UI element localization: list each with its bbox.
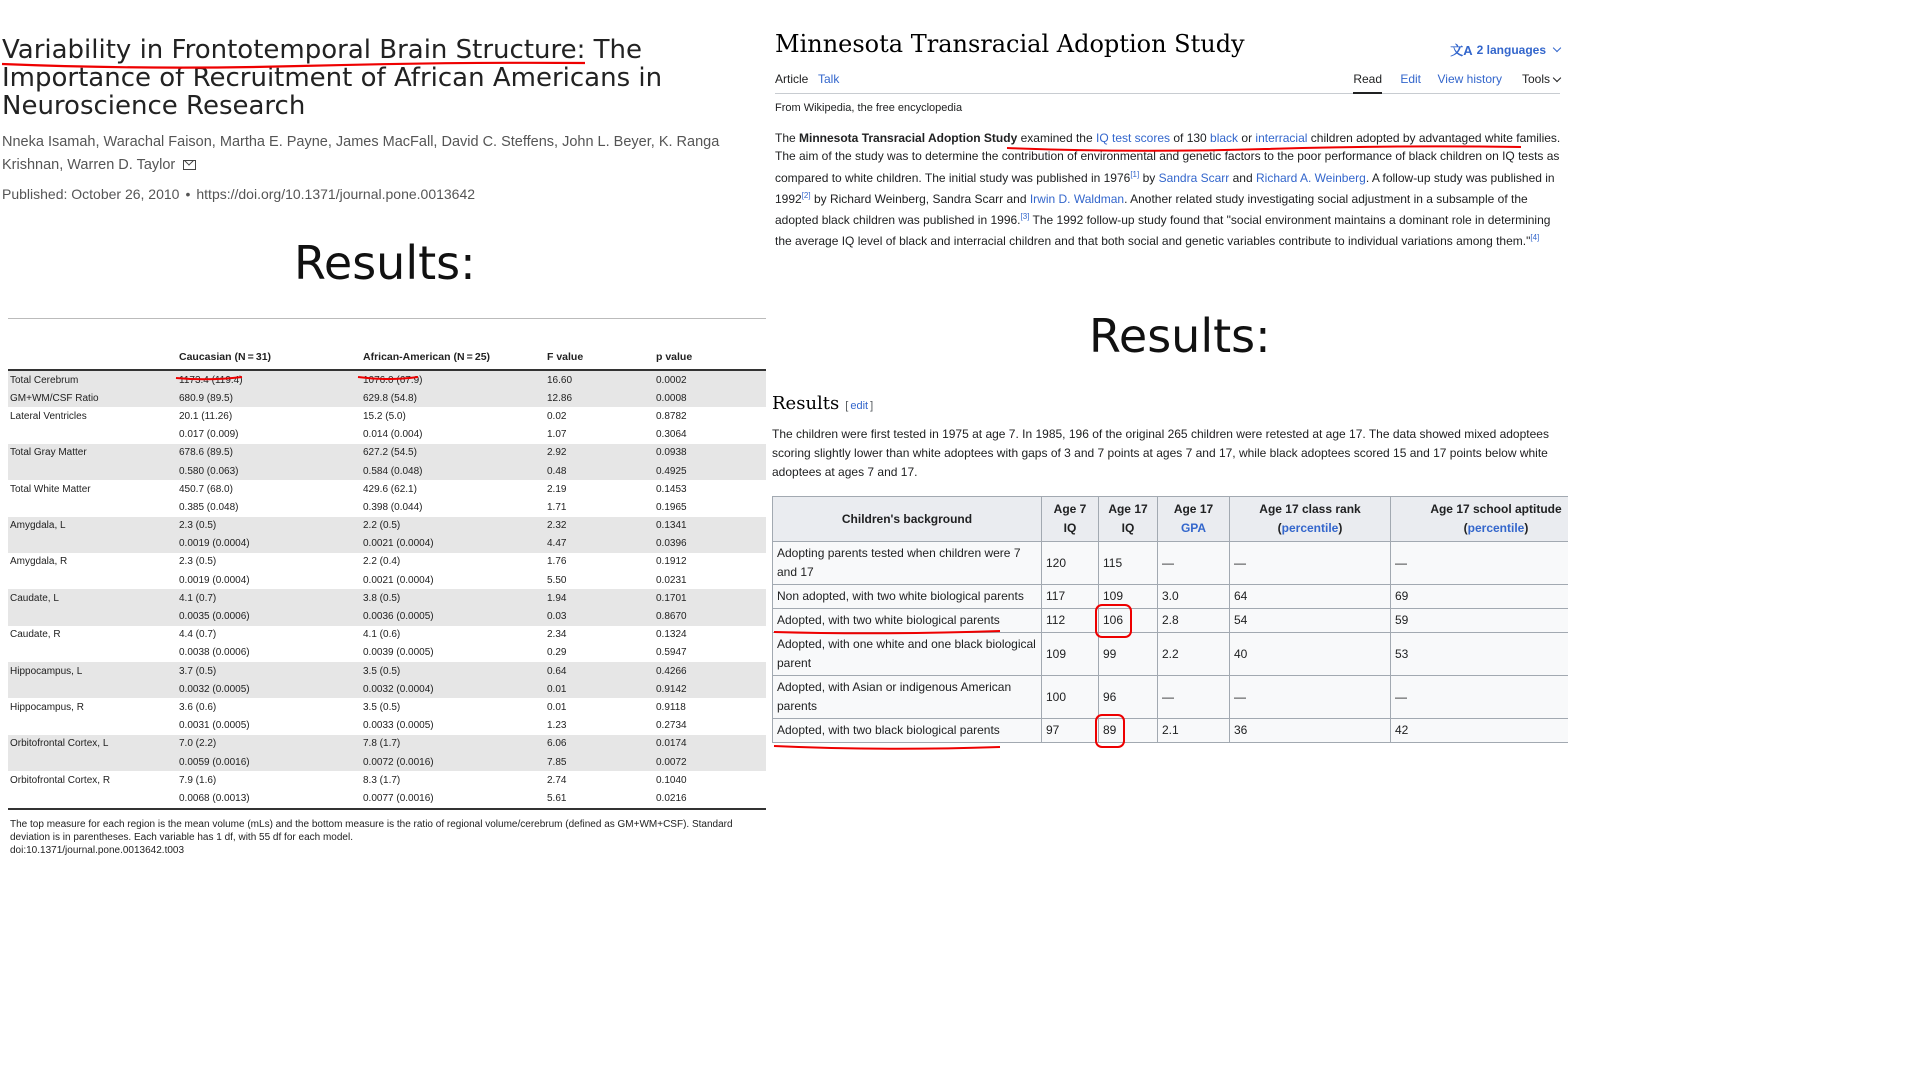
section-title: Results [772, 393, 840, 414]
age17-iq [1099, 609, 1158, 633]
p-value: 0.1701 [654, 589, 766, 607]
african-american-value: 0.584 (0.048) [361, 462, 545, 480]
f-value: 1.76 [547, 556, 567, 568]
row-label: Lateral Ventricles [10, 410, 87, 422]
table-row [8, 535, 766, 553]
school-aptitude: — [1391, 676, 1569, 719]
table-row [8, 589, 766, 607]
f-value: 0.64 [545, 662, 654, 680]
table-row [8, 680, 766, 698]
brain-structure-table [8, 318, 766, 810]
p-value: 0.4925 [654, 462, 766, 480]
caucasian-value: 0.0019 (0.0004) [177, 535, 361, 553]
age7-iq: 117 [1042, 585, 1099, 609]
table-row [8, 517, 766, 535]
p-value: 0.5947 [656, 647, 687, 659]
header-caucasian: Caucasian (N = 31) [177, 319, 361, 371]
african-american-value: 0.0039 (0.0005) [363, 647, 434, 659]
class-rank: 64 [1230, 585, 1391, 609]
f-value: 0.03 [545, 607, 654, 625]
table-row [773, 585, 1569, 609]
school-aptitude: 69 [1391, 585, 1569, 609]
table-header-row [8, 319, 766, 371]
table-row [8, 426, 766, 444]
paper-authors [2, 131, 752, 177]
caucasian-value: 0.385 (0.048) [179, 501, 239, 513]
header-african-american: African-American (N = 25) [361, 319, 545, 371]
f-value: 0.02 [547, 410, 567, 422]
p-value: 0.8670 [654, 607, 766, 625]
separator-dot: • [185, 186, 191, 202]
table-row [773, 633, 1569, 676]
table-row [8, 571, 766, 589]
tab-talk[interactable]: Talk [818, 72, 840, 86]
table-row [8, 771, 766, 789]
table-row [8, 644, 766, 662]
lead-text: . A follow-up study was published in 1992 [775, 170, 1555, 206]
lead-text: by [1139, 170, 1159, 185]
mail-icon[interactable] [183, 160, 196, 170]
row-label [8, 789, 177, 808]
row-label: Amygdala, R [10, 556, 68, 568]
caucasian-value: 3.7 (0.5) [177, 662, 361, 680]
row-label [8, 607, 177, 625]
childrens-background: Non adopted, with two white biological parents [773, 585, 1042, 609]
p-value: 0.0002 [654, 370, 766, 389]
age17-iq: 96 [1099, 676, 1158, 719]
age17-gpa: 3.0 [1158, 585, 1230, 609]
tools-menu[interactable] [1522, 72, 1560, 86]
table-header-row [773, 497, 1569, 542]
f-value: 12.86 [545, 389, 654, 407]
p-value: 0.1453 [656, 483, 687, 495]
table-row [773, 676, 1569, 719]
p-value: 0.1040 [656, 774, 687, 786]
school-aptitude: 59 [1391, 609, 1569, 633]
row-label [8, 426, 177, 444]
lead-text: . Another related study investigating social adjustment in a subsample of the adopted black children was published in 1996. [775, 191, 1528, 228]
link-black[interactable]: black [1210, 131, 1239, 145]
link-interracial[interactable]: interracial [1255, 131, 1308, 145]
header-class-rank: Age 17 class rank (percentile) [1230, 497, 1391, 542]
age7-iq: 100 [1042, 676, 1099, 719]
table-note-text: The top measure for each region is the mean volume (mLs) and the bottom measure is the ratio of regional volume/cerebrum (defined as GM+WM+CSF). Standard deviation is in parentheses. Each variable has 1 df, with 55 df for each model. [10, 818, 733, 843]
f-value: 5.61 [545, 789, 654, 808]
table-row [8, 498, 766, 516]
translate-icon: 文A [1450, 43, 1473, 58]
table-row [8, 370, 766, 389]
wiki-tab-bar [775, 63, 1560, 94]
african-american-value: 0.0077 (0.0016) [361, 789, 545, 808]
header-label: Age 17 school aptitude [1430, 502, 1562, 516]
age17-iq: 109 [1099, 585, 1158, 609]
author-list: Nneka Isamah, Warachal Faison, Martha E. Payne, James MacFall, David C. Steffens, John L. Beyer, K. Ranga Krishnan, Warren D. Taylor [2, 134, 720, 173]
header-label: Age 17 class rank [1259, 502, 1361, 516]
class-rank: 54 [1230, 609, 1391, 633]
p-value: 0.0231 [656, 574, 687, 586]
p-value: 0.2734 [656, 720, 687, 732]
f-value: 0.48 [545, 462, 654, 480]
header-label: Age 7 [1053, 502, 1087, 516]
edit-section-link[interactable]: edit [850, 400, 869, 412]
class-rank: 36 [1230, 719, 1391, 743]
f-value: 5.50 [547, 574, 567, 586]
caucasian-value: 7.0 (2.2) [177, 735, 361, 753]
header-age7-iq [1042, 497, 1099, 542]
row-label: Total Gray Matter [8, 444, 177, 462]
caucasian-value: 0.580 (0.063) [177, 462, 361, 480]
table-row [8, 462, 766, 480]
f-value: 7.85 [545, 753, 654, 771]
table-row [8, 698, 766, 716]
table-row [8, 553, 766, 571]
header-childrens-background: Children's background [773, 497, 1042, 542]
african-american-value: 429.6 (62.1) [363, 483, 417, 495]
caucasian-value: 3.6 (0.6) [179, 701, 217, 713]
results-paragraph: The children were first tested in 1975 at age 7. In 1985, 196 of the original 265 children were retested at age 17. The data showed mixed adoptees scoring slightly lower than white adoptees with gaps of 3 and 7 points at ages 7 and 17, while black adoptees scored 15 and 17 points below white adoptees at ages 7 and 17. [772, 427, 1549, 479]
languages-label: 2 languages [1476, 42, 1546, 57]
f-value: 0.29 [547, 647, 567, 659]
wiki-page-title: Minnesota Transracial Adoption Study [775, 30, 1245, 58]
tab-edit[interactable]: Edit [1400, 72, 1421, 86]
african-american-value: 0.0033 (0.0005) [363, 720, 434, 732]
table-row [8, 626, 766, 644]
lead-text: by Richard Weinberg, Sandra Scarr and [810, 191, 1030, 206]
lead-bold-title: Minnesota Transracial Adoption Study [799, 131, 1018, 145]
age7-iq: 109 [1042, 633, 1099, 676]
table-note-doi: doi:10.1371/journal.pone.0013642.t003 [10, 844, 185, 856]
african-american-value: 0.0021 (0.0004) [363, 574, 434, 586]
results-heading-left: Results: [294, 236, 476, 290]
p-value: 0.0216 [654, 789, 766, 808]
table-row [773, 609, 1569, 633]
age7-iq: 97 [1042, 719, 1099, 743]
ref-2[interactable]: [2] [801, 190, 811, 200]
header-region [8, 319, 177, 371]
row-label: Orbitofrontal Cortex, L [8, 735, 177, 753]
african-american-value: 3.5 (0.5) [361, 662, 545, 680]
row-label: Total White Matter [10, 483, 91, 495]
table-row [8, 480, 766, 498]
school-aptitude: — [1391, 542, 1569, 585]
african-american-value: 2.2 (0.4) [363, 556, 401, 568]
paper-title: Variability in Frontotemporal Brain Structure: The Importance of Recruitment of African Americans in Neuroscience Research [2, 35, 663, 121]
languages-button[interactable] [1450, 40, 1560, 59]
class-rank: — [1230, 542, 1391, 585]
table-row [8, 662, 766, 680]
row-label: Total Cerebrum [8, 370, 177, 389]
p-value: 0.9142 [654, 680, 766, 698]
table-row [773, 542, 1569, 585]
age7-iq: 112 [1042, 609, 1099, 633]
p-value: 0.1965 [656, 501, 687, 513]
row-underline-black-parents [772, 743, 1002, 753]
p-value: 0.3064 [656, 429, 687, 441]
lead-text: The [775, 131, 800, 145]
row-label [8, 462, 177, 480]
chevron-down-icon [1553, 43, 1561, 51]
row-label [8, 571, 177, 589]
header-label: IQ [1121, 521, 1135, 535]
p-value: 0.9118 [656, 701, 686, 713]
table-row [8, 753, 766, 771]
caucasian-value: 0.0035 (0.0006) [177, 607, 361, 625]
african-american-value: 7.8 (1.7) [361, 735, 545, 753]
lead-paragraph [775, 129, 1563, 251]
ref-1[interactable]: [1] [1130, 169, 1140, 179]
header-p-value: p value [654, 319, 766, 371]
p-value: 0.0072 [654, 753, 766, 771]
african-american-value: 0.398 (0.044) [363, 501, 423, 513]
lead-text: children adopted by advantaged white families. The aim of the study was to determine the contribution of environmental and genetic factors to the poor performance of black children on IQ tests as compared to white children. The initial study was published in 1976 [775, 131, 1561, 185]
f-value: 0.01 [545, 680, 654, 698]
row-label: Hippocampus, L [8, 662, 177, 680]
f-value: 1.94 [545, 589, 654, 607]
header-age17-iq [1099, 497, 1158, 542]
age17-iq: 115 [1099, 542, 1158, 585]
table-row [8, 717, 766, 735]
caucasian-value: 0.0059 (0.0016) [177, 753, 361, 771]
caucasian-value: 1173.4 (119.4) [177, 370, 361, 389]
f-value: 2.19 [547, 483, 567, 495]
african-american-value: 1076.0 (67.9) [361, 370, 545, 389]
row-label: Caudate, L [8, 589, 177, 607]
african-american-value: 8.3 (1.7) [363, 774, 401, 786]
caucasian-value: 0.0068 (0.0013) [177, 789, 361, 808]
row-label: GM+WM/CSF Ratio [8, 389, 177, 407]
f-value: 1.23 [547, 720, 567, 732]
class-rank: — [1230, 676, 1391, 719]
edit-bracket: ] [870, 400, 874, 412]
p-value: 0.0396 [654, 535, 766, 553]
adoption-results-table [772, 496, 1568, 743]
childrens-background: Adopted, with two black biological parents [773, 719, 1042, 743]
row-label: Amygdala, L [8, 517, 177, 535]
p-value: 0.8782 [656, 410, 687, 422]
school-aptitude: 42 [1391, 719, 1569, 743]
lead-text: examined the [1017, 131, 1096, 145]
caucasian-value: 2.3 (0.5) [179, 556, 217, 568]
header-school-aptitude: Age 17 school aptitude (percentile) [1391, 497, 1569, 542]
african-american-value: 627.2 (54.5) [361, 444, 545, 462]
edit-bracket: [ [845, 400, 849, 412]
age17-iq: 99 [1099, 633, 1158, 676]
childrens-background: Adopting parents tested when children were 7 and 17 [773, 542, 1042, 585]
age17-gpa: 2.8 [1158, 609, 1230, 633]
caucasian-value: 4.4 (0.7) [179, 629, 217, 641]
african-american-value: 3.5 (0.5) [363, 701, 401, 713]
p-value: 0.0938 [654, 444, 766, 462]
african-american-value: 0.0072 (0.0016) [361, 753, 545, 771]
childrens-background: Adopted, with Asian or indigenous American parents [773, 676, 1042, 719]
african-american-value: 4.1 (0.6) [363, 629, 401, 641]
table-row [773, 719, 1569, 743]
lead-text: and [1229, 170, 1256, 185]
african-american-value: 0.0032 (0.0004) [361, 680, 545, 698]
f-value: 2.92 [545, 444, 654, 462]
row-label [8, 753, 177, 771]
caucasian-value: 0.0019 (0.0004) [179, 574, 250, 586]
table-row [8, 607, 766, 625]
childrens-background: Adopted, with two white biological parents [773, 609, 1042, 633]
caucasian-value: 678.6 (89.5) [177, 444, 361, 462]
f-value: 2.32 [545, 517, 654, 535]
caucasian-value: 20.1 (11.26) [179, 410, 233, 422]
row-label [8, 535, 177, 553]
table-row [8, 735, 766, 753]
age17-gpa: — [1158, 542, 1230, 585]
row-label [8, 498, 177, 516]
table-row [8, 407, 766, 425]
link-gpa[interactable]: GPA [1180, 521, 1207, 535]
age17-iq [1099, 719, 1158, 743]
row-label: Caudate, R [10, 629, 61, 641]
tab-article[interactable]: Article [775, 72, 809, 86]
age17-gpa: 2.1 [1158, 719, 1230, 743]
caucasian-value: 2.3 (0.5) [177, 517, 361, 535]
header-f-value: F value [545, 319, 654, 371]
caucasian-value: 0.0038 (0.0006) [179, 647, 250, 659]
table-row [8, 389, 766, 407]
f-value: 16.60 [545, 370, 654, 389]
p-value: 0.1324 [656, 629, 687, 641]
header-age17-gpa [1158, 497, 1230, 542]
f-value: 2.74 [547, 774, 567, 786]
tools-label: Tools [1521, 72, 1550, 86]
f-value: 4.47 [545, 535, 654, 553]
header-label: Age 17 [1173, 502, 1214, 516]
caucasian-value: 450.7 (68.0) [179, 483, 233, 495]
circled-value: 89 [1103, 721, 1116, 740]
tab-view-history[interactable]: View history [1437, 72, 1502, 86]
p-value: 0.4266 [654, 662, 766, 680]
chevron-down-icon [1553, 74, 1561, 82]
caucasian-value: 0.0032 (0.0005) [177, 680, 361, 698]
caucasian-value: 4.1 (0.7) [177, 589, 361, 607]
table-row [8, 789, 766, 808]
school-aptitude: 53 [1391, 633, 1569, 676]
african-american-value: 3.8 (0.5) [361, 589, 545, 607]
link-sandra-scarr[interactable]: Sandra Scarr [1158, 170, 1230, 185]
tab-read[interactable]: Read [1353, 72, 1382, 94]
ref-3[interactable]: [3] [1020, 212, 1030, 222]
caucasian-value: 0.017 (0.009) [179, 429, 239, 441]
header-label: Age 17 [1108, 502, 1148, 516]
age7-iq: 120 [1042, 542, 1099, 585]
african-american-value: 2.2 (0.5) [361, 517, 545, 535]
link-richard-weinberg[interactable]: Richard A. Weinberg [1255, 170, 1366, 185]
row-label [8, 644, 177, 662]
link-percentile[interactable]: percentile [1281, 521, 1339, 535]
caucasian-value: 680.9 (89.5) [177, 389, 361, 407]
published-date: Published: October 26, 2010 [2, 186, 180, 202]
circled-value: 106 [1103, 611, 1123, 630]
results-heading-right: Results: [1089, 309, 1271, 363]
section-edit [845, 400, 873, 412]
age17-gpa: 2.2 [1158, 633, 1230, 676]
f-value: 1.07 [547, 429, 567, 441]
link-iq-test-scores[interactable]: IQ test scores [1095, 131, 1171, 145]
african-american-value: 0.014 (0.004) [363, 429, 423, 441]
lead-text: The 1992 follow-up study found that "social environment maintains a dominant role in determining the average IQ level of black and interracial children and that both social and genetic variables contribute to individual variations among them." [775, 213, 1551, 249]
link-percentile[interactable]: percentile [1467, 521, 1525, 535]
section-heading-results [772, 393, 873, 414]
lead-text: of 130 [1170, 131, 1211, 145]
f-value: 6.06 [545, 735, 654, 753]
link-irwin-waldman[interactable]: Irwin D. Waldman [1029, 191, 1125, 206]
caucasian-value: 7.9 (1.6) [179, 774, 217, 786]
p-value: 0.1341 [654, 517, 766, 535]
african-american-value: 629.8 (54.8) [361, 389, 545, 407]
lead-text: or [1238, 131, 1256, 145]
p-value: 0.1912 [656, 556, 687, 568]
f-value: 1.71 [547, 501, 567, 513]
african-american-value: 0.0021 (0.0004) [361, 535, 545, 553]
row-label: Hippocampus, R [10, 701, 84, 713]
header-label: IQ [1063, 521, 1077, 535]
f-value: 2.34 [547, 629, 567, 641]
publication-info [2, 186, 475, 202]
ref-4[interactable]: [4] [1530, 233, 1540, 243]
class-rank: 40 [1230, 633, 1391, 676]
african-american-value: 0.0036 (0.0005) [361, 607, 545, 625]
f-value: 0.01 [547, 701, 567, 713]
table-row [8, 444, 766, 462]
african-american-value: 15.2 (5.0) [363, 410, 406, 422]
paper-panel [0, 0, 770, 882]
wikipedia-panel [770, 0, 1568, 882]
row-label [8, 717, 177, 735]
doi-link[interactable]: https://doi.org/10.1371/journal.pone.0013642 [196, 186, 476, 202]
p-value: 0.0008 [654, 389, 766, 407]
row-label: Orbitofrontal Cortex, R [10, 774, 111, 786]
table-footnote [10, 818, 770, 857]
from-wikipedia-tagline: From Wikipedia, the free encyclopedia [775, 102, 963, 114]
childrens-background: Adopted, with one white and one black biological parent [773, 633, 1042, 676]
caucasian-value: 0.0031 (0.0005) [179, 720, 250, 732]
p-value: 0.0174 [654, 735, 766, 753]
row-label [8, 680, 177, 698]
brain-structure-table-container [8, 318, 768, 857]
age17-gpa: — [1158, 676, 1230, 719]
